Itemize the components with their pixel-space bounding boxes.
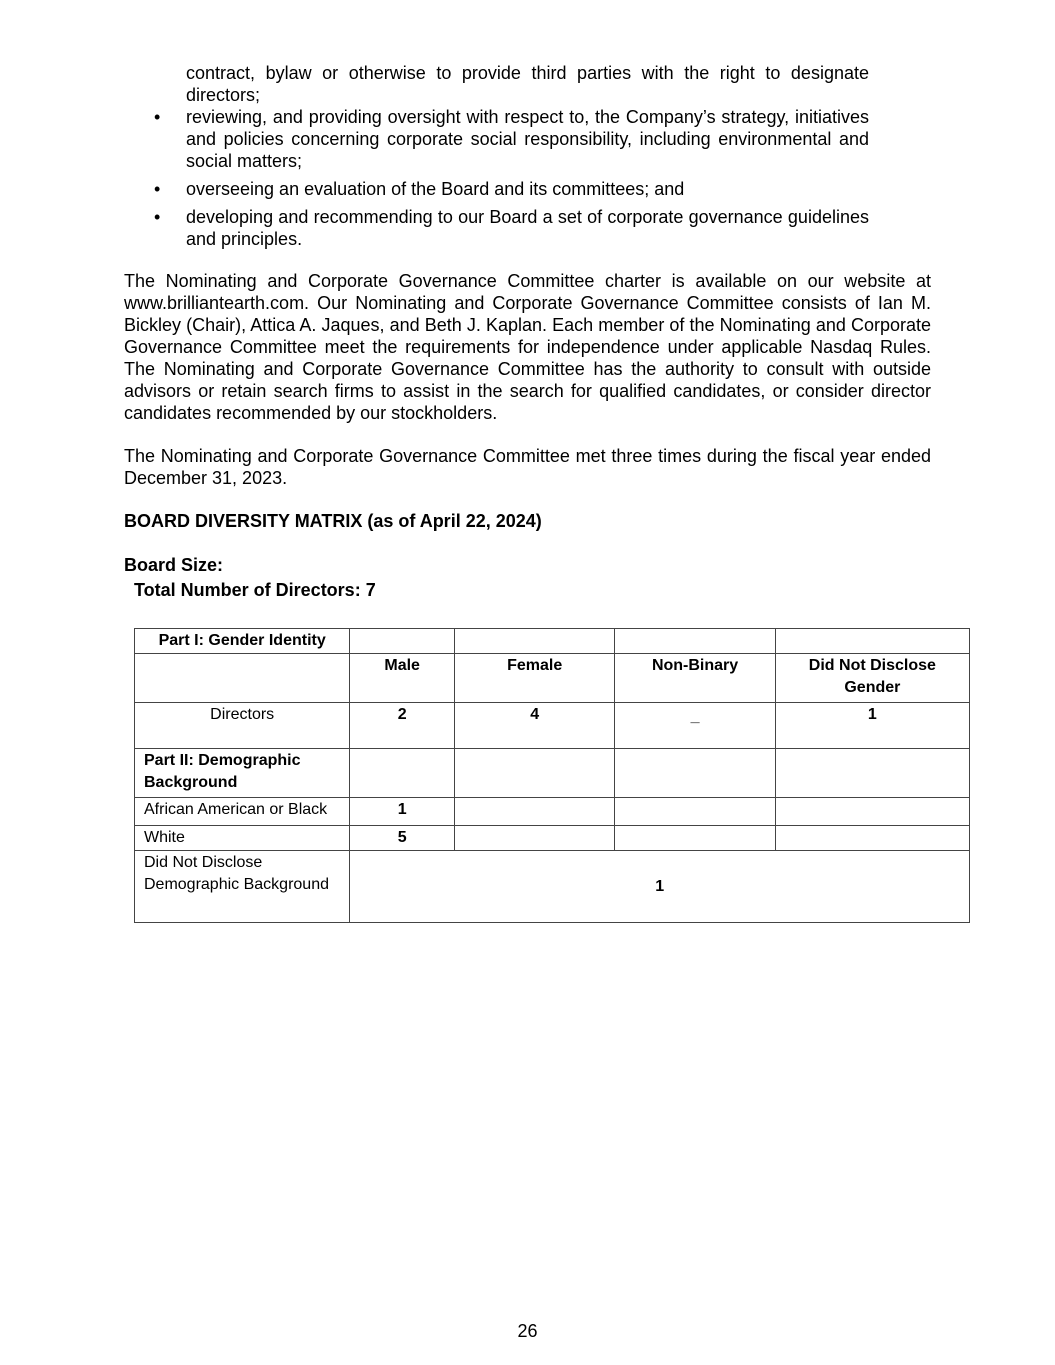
total-directors: Total Number of Directors: 7 (134, 580, 376, 600)
page-number: 26 (517, 1321, 538, 1341)
table-cell (350, 629, 455, 654)
list-item-text: reviewing, and providing oversight with respect to, the Company’s strategy, initiatives and policies concerning corporate social responsibility, including environmental and social matters; (186, 107, 869, 171)
directors-did-not-disclose: 1 (775, 703, 969, 749)
table-row (135, 629, 970, 654)
row-label: African American or Black (135, 798, 350, 826)
table-row (135, 851, 970, 923)
committee-meetings-paragraph: The Nominating and Corporate Governance Committee met three times during the fiscal year ended December 31, 2023. (124, 446, 931, 488)
bullet-icon: • (154, 207, 161, 227)
table-header-row (135, 654, 970, 703)
list-item (124, 206, 869, 250)
column-header-male: Male (350, 654, 455, 703)
table-cell (454, 749, 614, 798)
part1-title: Part I: Gender Identity (135, 629, 350, 654)
directors-male: 2 (350, 703, 455, 749)
undisclosed-value: 1 (350, 851, 970, 923)
board-diversity-table (134, 628, 970, 923)
directors-female: 4 (454, 703, 614, 749)
list-item-text: developing and recommending to our Board a set of corporate governance guidelines and principles. (186, 207, 869, 249)
responsibilities-list (124, 106, 869, 256)
column-header-non-binary: Non-Binary (615, 654, 775, 703)
table-cell (350, 749, 455, 798)
bullet-icon: • (154, 107, 161, 127)
table-cell (775, 629, 969, 654)
part2-title: Part II: Demographic Background (135, 749, 350, 798)
table-row (135, 703, 970, 749)
directors-non-binary-value: _ (690, 708, 700, 725)
table-cell (135, 654, 350, 703)
list-item-text: overseeing an evaluation of the Board and its committees; and (186, 179, 685, 199)
table-cell (615, 749, 775, 798)
table-cell (454, 629, 614, 654)
table-cell (454, 798, 614, 826)
continued-text: contract, bylaw or otherwise to provide third parties with the right to designate directors; (186, 63, 869, 105)
board-size-label: Board Size: (124, 555, 224, 575)
column-header-did-not-disclose: Did Not Disclose Gender (775, 654, 969, 703)
row-label: White (135, 826, 350, 851)
directors-non-binary (615, 703, 775, 749)
table-cell (775, 826, 969, 851)
list-item (124, 178, 869, 200)
table-cell (775, 798, 969, 826)
table-row (135, 798, 970, 826)
undisclosed-label: Did Not Disclose Demographic Background (135, 851, 350, 923)
table-cell (454, 826, 614, 851)
table-cell (615, 798, 775, 826)
table-row (135, 749, 970, 798)
row-male-value: 1 (350, 798, 455, 826)
list-item (124, 106, 869, 172)
row-male-value: 5 (350, 826, 455, 851)
table-cell (615, 629, 775, 654)
committee-charter-paragraph: The Nominating and Corporate Governance Committee charter is available on our website at www.brilliantearth.com. Our Nominating and Corporate Governance Committee consists of Ian M. Bickley (Chair), Attica A. Jaques, and Beth J. Kaplan. Each member of the Nominating and Corporate Governance Committee meet the requirements for independence under applicable Nasdaq Rules. The Nominating and Corporate Governance Committee has the authority to consult with outside advisors or retain search firms to assist in the search for qualified candidates, or consider director candidates recommended by our stockholders. (124, 271, 931, 423)
table-cell (615, 826, 775, 851)
table-cell (775, 749, 969, 798)
column-header-female: Female (454, 654, 614, 703)
directors-label: Directors (135, 703, 350, 749)
table-row (135, 826, 970, 851)
bullet-icon: • (154, 179, 161, 199)
diversity-matrix-heading: BOARD DIVERSITY MATRIX (as of April 22, 2024) (124, 511, 542, 531)
